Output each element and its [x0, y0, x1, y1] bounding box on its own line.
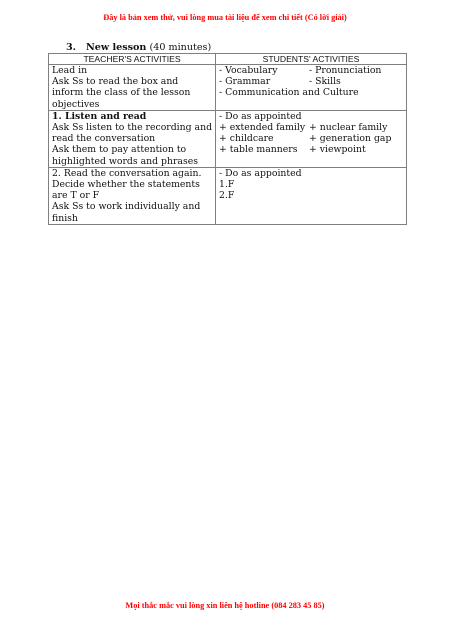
section-title: New lesson [86, 42, 147, 53]
cell-line: objectives [52, 98, 100, 110]
cell-title: 1. Listen and read [52, 110, 147, 122]
cell-item: - Vocabulary [219, 65, 278, 76]
section-duration: (40 minutes) [149, 42, 212, 53]
students-cell [216, 65, 407, 111]
teacher-activities-header: TEACHER'S ACTIVITIES [49, 54, 216, 65]
cell-item: - Pronunciation [309, 65, 382, 76]
cell-line: Ask Ss to work individually and [52, 201, 201, 213]
cell-line: read the conversation [52, 133, 156, 145]
cell-item: + extended family [219, 122, 306, 134]
students-cell [216, 167, 407, 224]
cell-item: - Grammar [219, 76, 271, 88]
cell-line [219, 122, 403, 133]
table-row [49, 167, 407, 224]
table-row [49, 110, 407, 167]
cell-line: are T or F [52, 190, 100, 202]
cell-line [219, 144, 403, 155]
cell-line: 2. Read the conversation again. [52, 167, 202, 179]
students-activities-header: STUDENTS' ACTIVITIES [216, 54, 407, 65]
teacher-cell [49, 65, 216, 111]
cell-line: Decide whether the statements [52, 179, 200, 191]
cell-line: finish [52, 212, 78, 224]
section-number: 3. [66, 42, 77, 53]
cell-item: + viewpoint [309, 144, 366, 156]
teacher-cell [49, 110, 216, 167]
cell-line [219, 133, 403, 144]
cell-line: Lead in [52, 65, 88, 76]
preview-notice-banner: Đây là bản xem thử, vui lòng mua tài liệu để xem chi tiết (Có lời giải) [103, 13, 347, 22]
cell-line: - Communication and Culture [219, 87, 359, 99]
cell-line: - Do as appointed [219, 167, 302, 179]
section-heading [66, 42, 211, 53]
hotline-banner: Mọi thắc mắc vui lòng xin liên hệ hotline (084 283 45 85) [125, 601, 325, 610]
cell-line: Ask them to pay attention to [52, 144, 187, 156]
teacher-cell [49, 167, 216, 224]
cell-item: + table manners [219, 144, 298, 156]
students-cell [216, 110, 407, 167]
cell-line: - Do as appointed [219, 110, 302, 122]
lesson-activities-table [48, 53, 407, 225]
cell-item: - Skills [309, 76, 341, 88]
cell-line: Ask Ss to read the box and [52, 76, 179, 88]
cell-line [219, 65, 403, 76]
cell-item: + generation gap [309, 133, 392, 145]
cell-item: + nuclear family [309, 122, 388, 134]
cell-line: 1.F [219, 179, 235, 191]
cell-line: highlighted words and phrases [52, 155, 199, 167]
cell-line: inform the class of the lesson [52, 87, 191, 99]
cell-line [219, 76, 403, 87]
cell-line: 2.F [219, 190, 235, 202]
cell-line: Ask Ss listen to the recording and [52, 122, 213, 134]
table-row [49, 65, 407, 111]
cell-item: + childcare [219, 133, 274, 145]
table-header-row [49, 54, 407, 65]
